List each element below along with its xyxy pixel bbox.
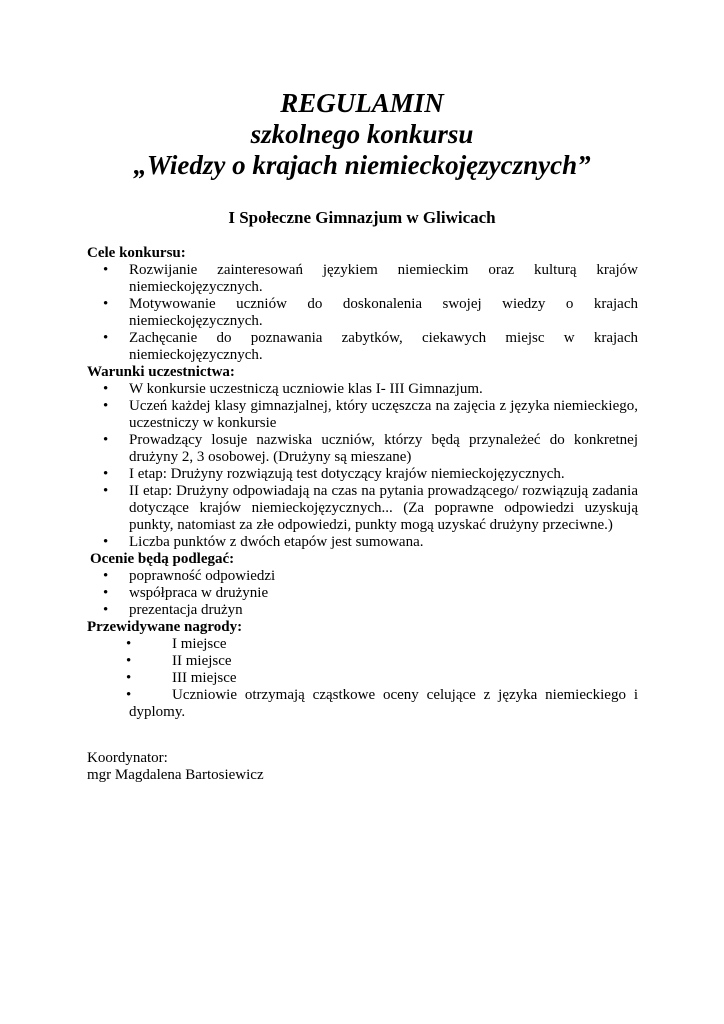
bullet-icon: •	[103, 296, 109, 312]
list-item: • współpraca w drużynie	[103, 585, 269, 601]
prizes-list	[87, 636, 638, 721]
title-regulamin: REGULAMIN	[280, 88, 444, 118]
bullet-icon: •	[103, 432, 109, 448]
evaluation-list	[87, 568, 638, 619]
list-item: • prezentacja drużyn	[103, 602, 243, 618]
school-name: I Społeczne Gimnazjum w Gliwicach	[228, 208, 496, 227]
bullet-icon: •	[103, 602, 109, 618]
title-contest-name: „Wiedzy o krajach niemieckojęzycznych”	[133, 150, 591, 180]
bullet-icon: •	[103, 466, 109, 482]
list-item: • III miejsce	[126, 670, 237, 686]
coordinator-label: Koordynator:	[87, 750, 168, 766]
bullet-icon: •	[103, 568, 109, 584]
list-item: • Liczba punktów z dwóch etapów jest sumowana.	[103, 534, 424, 550]
list-item: • poprawność odpowiedzi	[103, 568, 276, 584]
bullet-icon: •	[103, 262, 109, 278]
rules-content	[87, 245, 638, 721]
bullet-icon: •	[103, 483, 109, 499]
list-item: • Motywowanie uczniów do doskonalenia swojej wiedzy o krajach niemieckojęzycznych.	[103, 296, 638, 329]
title-subtitle: szkolnego konkursu	[250, 119, 474, 149]
bullet-icon: •	[126, 636, 132, 652]
list-item: • I etap: Drużyny rozwiązują test dotyczący krajów niemieckojęzycznych.	[103, 466, 565, 482]
bullet-icon: •	[126, 653, 132, 669]
goals-list	[87, 262, 638, 364]
list-item: • II miejsce	[126, 653, 232, 669]
list-item: • Prowadzący losuje nazwiska uczniów, którzy będą przynależeć do konkretnej drużyny 2, 3 osobowej. (Drużyny są mieszane)	[103, 432, 638, 465]
prizes-heading: Przewidywane nagrody:	[87, 619, 243, 635]
title-block	[0, 88, 724, 181]
bullet-icon: •	[126, 670, 132, 686]
conditions-list	[87, 381, 638, 551]
bullet-icon: •	[103, 381, 109, 397]
list-item: • Zachęcanie do poznawania zabytków, ciekawych miejsc w krajach niemieckojęzycznych.	[103, 330, 638, 363]
list-item: • Uczeń każdej klasy gimnazjalnej, który uczęszcza na zajęcia z języka niemieckiego, uczestniczy w konkursie	[103, 398, 638, 431]
list-item: • I miejsce	[126, 636, 227, 652]
coordinator-name: mgr Magdalena Bartosiewicz	[87, 767, 264, 783]
list-item: • II etap: Drużyny odpowiadają na czas na pytania prowadzącego/ rozwiązują zadania dotyczące krajów niemieckojęzycznych... (Za poprawne odpowiedzi uzyskują punkty, natomiast za złe odpowiedzi, punkty mogą uzyskać drużyny przeciwne.)	[103, 483, 638, 533]
bullet-icon: •	[103, 585, 109, 601]
evaluation-heading: Ocenie będą podlegać:	[90, 551, 235, 567]
bullet-icon: •	[126, 687, 132, 703]
conditions-heading: Warunki uczestnictwa:	[87, 364, 235, 380]
list-item: • Rozwijanie zainteresowań językiem niemieckim oraz kulturą krajów niemieckojęzycznych.	[103, 262, 638, 295]
list-item: • W konkursie uczestniczą uczniowie klas I- III Gimnazjum.	[103, 381, 483, 397]
coordinator-block	[87, 750, 264, 784]
goals-heading: Cele konkursu:	[87, 245, 186, 261]
bullet-icon: •	[103, 330, 109, 346]
bullet-icon: •	[103, 534, 109, 550]
bullet-icon: •	[103, 398, 109, 414]
list-item: • Uczniowie otrzymają cząstkowe oceny celujące z języka niemieckiego i dyplomy.	[126, 687, 638, 720]
